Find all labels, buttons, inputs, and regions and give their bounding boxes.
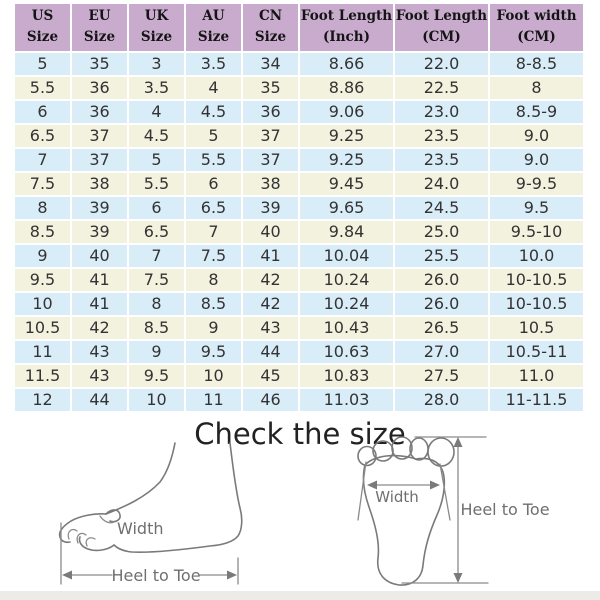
table-cell: 9.0 — [489, 148, 584, 172]
table-row — [14, 52, 584, 76]
table-cell: 40 — [242, 220, 299, 244]
column-header-line1: EU — [88, 8, 111, 24]
table-cell: 10 — [128, 388, 185, 412]
table-cell: 4.5 — [128, 124, 185, 148]
column-header — [489, 3, 584, 52]
table-cell: 11-11.5 — [489, 388, 584, 412]
table-cell: 42 — [71, 316, 128, 340]
table-cell: 4 — [185, 76, 242, 100]
table-cell: 8.5-9 — [489, 100, 584, 124]
table-cell: 43 — [71, 364, 128, 388]
column-header-line1: UK — [144, 8, 169, 24]
table-cell: 34 — [242, 52, 299, 76]
table-row — [14, 124, 584, 148]
column-header-line2: Size — [83, 28, 116, 45]
table-cell: 9 — [185, 316, 242, 340]
column-header-line2: (CM) — [517, 28, 556, 45]
table-cell: 10 — [14, 292, 71, 316]
table-row — [14, 388, 584, 412]
table-cell: 7 — [128, 244, 185, 268]
table-cell: 42 — [242, 268, 299, 292]
shoe-size-table — [13, 2, 585, 413]
table-cell: 9.25 — [299, 124, 394, 148]
table-cell: 37 — [71, 124, 128, 148]
table-cell: 8.5 — [14, 220, 71, 244]
table-cell: 11.0 — [489, 364, 584, 388]
table-row — [14, 76, 584, 100]
table-cell: 9.06 — [299, 100, 394, 124]
column-header — [128, 3, 185, 52]
table-cell: 10.04 — [299, 244, 394, 268]
table-row — [14, 220, 584, 244]
table-row — [14, 268, 584, 292]
table-cell: 36 — [71, 100, 128, 124]
column-header-line2: (Inch) — [323, 28, 370, 45]
table-cell: 7.5 — [14, 172, 71, 196]
table-cell: 8 — [128, 292, 185, 316]
column-header-line1: Foot Length — [300, 8, 393, 24]
table-cell: 3.5 — [185, 52, 242, 76]
table-cell: 6 — [14, 100, 71, 124]
table-cell: 11 — [14, 340, 71, 364]
table-cell: 38 — [71, 172, 128, 196]
table-cell: 7 — [14, 148, 71, 172]
table-cell: 8.5 — [128, 316, 185, 340]
table-cell: 9 — [14, 244, 71, 268]
table-cell: 5 — [128, 148, 185, 172]
table-cell: 4.5 — [185, 100, 242, 124]
table-cell: 41 — [242, 244, 299, 268]
table-row — [14, 340, 584, 364]
table-cell: 43 — [242, 316, 299, 340]
column-header-line1: Foot width — [496, 8, 577, 24]
table-cell: 9.5 — [185, 340, 242, 364]
side-width-label: Width — [117, 519, 164, 538]
table-cell: 10.24 — [299, 268, 394, 292]
table-cell: 6.5 — [14, 124, 71, 148]
table-cell: 38 — [242, 172, 299, 196]
table-row — [14, 244, 584, 268]
table-cell: 10.24 — [299, 292, 394, 316]
table-cell: 9.84 — [299, 220, 394, 244]
foot-top-view-diagram — [340, 430, 570, 592]
table-cell: 26.0 — [394, 292, 489, 316]
column-header — [394, 3, 489, 52]
table-row — [14, 316, 584, 340]
table-cell: 10-10.5 — [489, 292, 584, 316]
table-cell: 10.5 — [14, 316, 71, 340]
table-cell: 5 — [185, 124, 242, 148]
table-row — [14, 292, 584, 316]
table-cell: 8 — [14, 196, 71, 220]
table-cell: 36 — [71, 76, 128, 100]
table-cell: 11 — [185, 388, 242, 412]
table-cell: 46 — [242, 388, 299, 412]
table-cell: 24.5 — [394, 196, 489, 220]
table-cell: 9.5 — [14, 268, 71, 292]
table-cell: 39 — [71, 220, 128, 244]
table-row — [14, 364, 584, 388]
table-cell: 44 — [71, 388, 128, 412]
table-cell: 25.0 — [394, 220, 489, 244]
table-cell: 10.43 — [299, 316, 394, 340]
table-cell: 9.25 — [299, 148, 394, 172]
side-heel-to-toe-label: Heel to Toe — [111, 566, 201, 585]
table-cell: 36 — [242, 100, 299, 124]
table-cell: 25.5 — [394, 244, 489, 268]
table-cell: 44 — [242, 340, 299, 364]
table-cell: 23.5 — [394, 124, 489, 148]
table-cell: 41 — [71, 292, 128, 316]
table-cell: 9.5 — [489, 196, 584, 220]
table-cell: 5.5 — [14, 76, 71, 100]
table-cell: 4 — [128, 100, 185, 124]
table-row — [14, 196, 584, 220]
table-cell: 5.5 — [185, 148, 242, 172]
table-cell: 40 — [71, 244, 128, 268]
top-heel-to-toe-label: Heel to Toe — [460, 500, 550, 519]
table-cell: 22.5 — [394, 76, 489, 100]
table-cell: 10.5-11 — [489, 340, 584, 364]
table-cell: 35 — [71, 52, 128, 76]
column-header — [14, 3, 71, 52]
section-title: Check the size — [194, 417, 406, 451]
table-cell: 10.83 — [299, 364, 394, 388]
column-header-line2: Size — [197, 28, 230, 45]
table-cell: 11.03 — [299, 388, 394, 412]
table-cell: 9.65 — [299, 196, 394, 220]
table-cell: 6.5 — [128, 220, 185, 244]
table-cell: 28.0 — [394, 388, 489, 412]
column-header-line1: Foot Length — [395, 8, 488, 24]
table-cell: 37 — [242, 148, 299, 172]
table-cell: 23.5 — [394, 148, 489, 172]
table-cell: 26.5 — [394, 316, 489, 340]
table-cell: 10 — [185, 364, 242, 388]
bottom-edge-strip — [0, 591, 600, 600]
table-cell: 8 — [489, 76, 584, 100]
table-cell: 7.5 — [185, 244, 242, 268]
table-cell: 9.5-10 — [489, 220, 584, 244]
table-cell: 9.45 — [299, 172, 394, 196]
table-cell: 27.0 — [394, 340, 489, 364]
column-header — [185, 3, 242, 52]
table-cell: 8.86 — [299, 76, 394, 100]
column-header-line2: (CM) — [422, 28, 461, 45]
table-cell: 8.5 — [185, 292, 242, 316]
table-cell: 5 — [14, 52, 71, 76]
table-cell: 39 — [242, 196, 299, 220]
table-cell: 37 — [242, 124, 299, 148]
table-cell: 7 — [185, 220, 242, 244]
table-cell: 9.5 — [128, 364, 185, 388]
table-cell: 6.5 — [185, 196, 242, 220]
table-cell: 23.0 — [394, 100, 489, 124]
table-cell: 39 — [71, 196, 128, 220]
column-header-line1: CN — [258, 8, 283, 24]
table-row — [14, 100, 584, 124]
foot-side-view-diagram — [20, 440, 260, 596]
table-cell: 10.63 — [299, 340, 394, 364]
column-header-line2: Size — [140, 28, 173, 45]
column-header-line2: Size — [254, 28, 287, 45]
table-cell: 6 — [128, 196, 185, 220]
column-header — [242, 3, 299, 52]
top-width-label: Width — [375, 488, 419, 506]
column-header-line1: US — [31, 8, 54, 24]
table-cell: 12 — [14, 388, 71, 412]
table-cell: 27.5 — [394, 364, 489, 388]
table-cell: 7.5 — [128, 268, 185, 292]
table-row — [14, 172, 584, 196]
table-cell: 26.0 — [394, 268, 489, 292]
table-cell: 9.0 — [489, 124, 584, 148]
column-header — [71, 3, 128, 52]
table-cell: 10.0 — [489, 244, 584, 268]
table-cell: 3.5 — [128, 76, 185, 100]
column-header — [299, 3, 394, 52]
table-row — [14, 148, 584, 172]
table-cell: 10-10.5 — [489, 268, 584, 292]
table-cell: 8 — [185, 268, 242, 292]
table-cell: 10.5 — [489, 316, 584, 340]
table-cell: 11.5 — [14, 364, 71, 388]
table-cell: 3 — [128, 52, 185, 76]
table-cell: 37 — [71, 148, 128, 172]
table-cell: 9-9.5 — [489, 172, 584, 196]
table-header-row — [14, 3, 584, 52]
table-cell: 8.66 — [299, 52, 394, 76]
table-cell: 8-8.5 — [489, 52, 584, 76]
table-cell: 45 — [242, 364, 299, 388]
table-cell: 42 — [242, 292, 299, 316]
table-cell: 6 — [185, 172, 242, 196]
table-cell: 22.0 — [394, 52, 489, 76]
table-cell: 24.0 — [394, 172, 489, 196]
table-cell: 43 — [71, 340, 128, 364]
table-cell: 41 — [71, 268, 128, 292]
footprint-outline-icon — [358, 437, 454, 585]
column-header-line1: AU — [202, 8, 225, 24]
table-cell: 9 — [128, 340, 185, 364]
column-header-line2: Size — [26, 28, 59, 45]
table-cell: 5.5 — [128, 172, 185, 196]
table-cell: 35 — [242, 76, 299, 100]
